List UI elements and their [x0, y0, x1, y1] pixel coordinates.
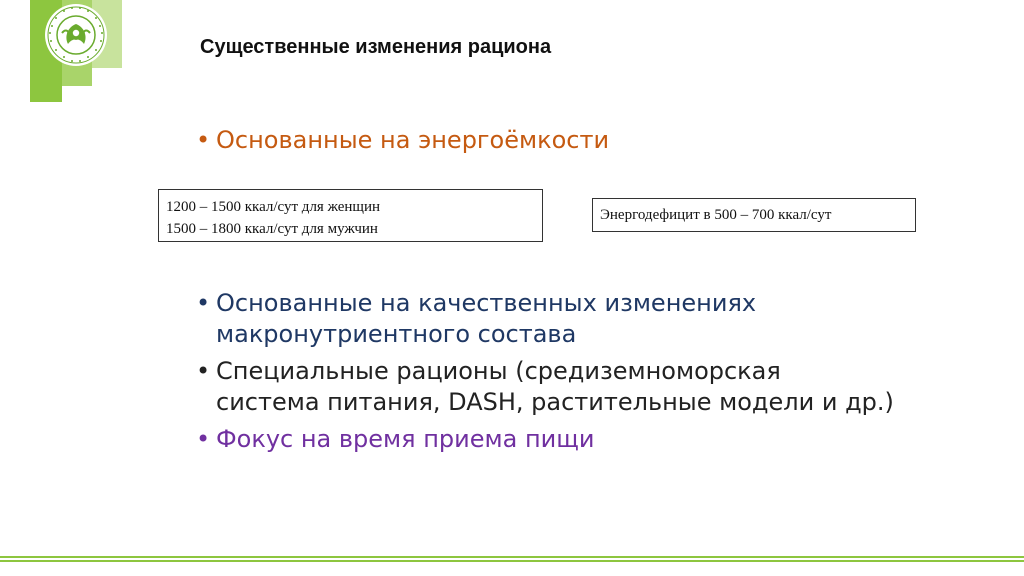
energy-deficit-box: [592, 198, 916, 232]
organization-logo-icon: [38, 0, 114, 70]
bullet-energy-based: [196, 125, 609, 156]
energy-deficit-text: Энергодефицит в 500 – 700 ккал/сут: [600, 207, 832, 223]
bullet-dot: •: [196, 126, 211, 154]
bullet-text: Основанные на энергоёмкости: [216, 126, 610, 154]
bullet-text-line1: Специальные рационы (средиземноморская: [216, 357, 781, 385]
bullet-dot: •: [196, 425, 211, 453]
bullet-dot: •: [196, 357, 211, 385]
bullet-text-line1: Основанные на качественных изменениях: [216, 289, 757, 317]
calorie-range-women: 1200 – 1500 ккал/сут для женщин: [166, 199, 381, 215]
bullet-text-line2: система питания, DASH, растительные модели и др.): [216, 388, 894, 416]
footer-divider: [0, 560, 1024, 562]
bullet-macronutrient: [196, 288, 756, 350]
calorie-range-men: 1500 – 1800 ккал/сут для мужчин: [166, 221, 378, 237]
bullet-meal-timing: [196, 424, 594, 455]
footer-divider: [0, 556, 1024, 558]
slide-title: Существенные изменения рациона: [200, 36, 552, 58]
bullet-special-diets: [196, 356, 894, 418]
bullet-text-line2: макронутриентного состава: [216, 320, 577, 348]
bullet-text: Фокус на время приема пищи: [216, 425, 595, 453]
calorie-range-box: [158, 189, 543, 242]
bullet-dot: •: [196, 289, 211, 317]
